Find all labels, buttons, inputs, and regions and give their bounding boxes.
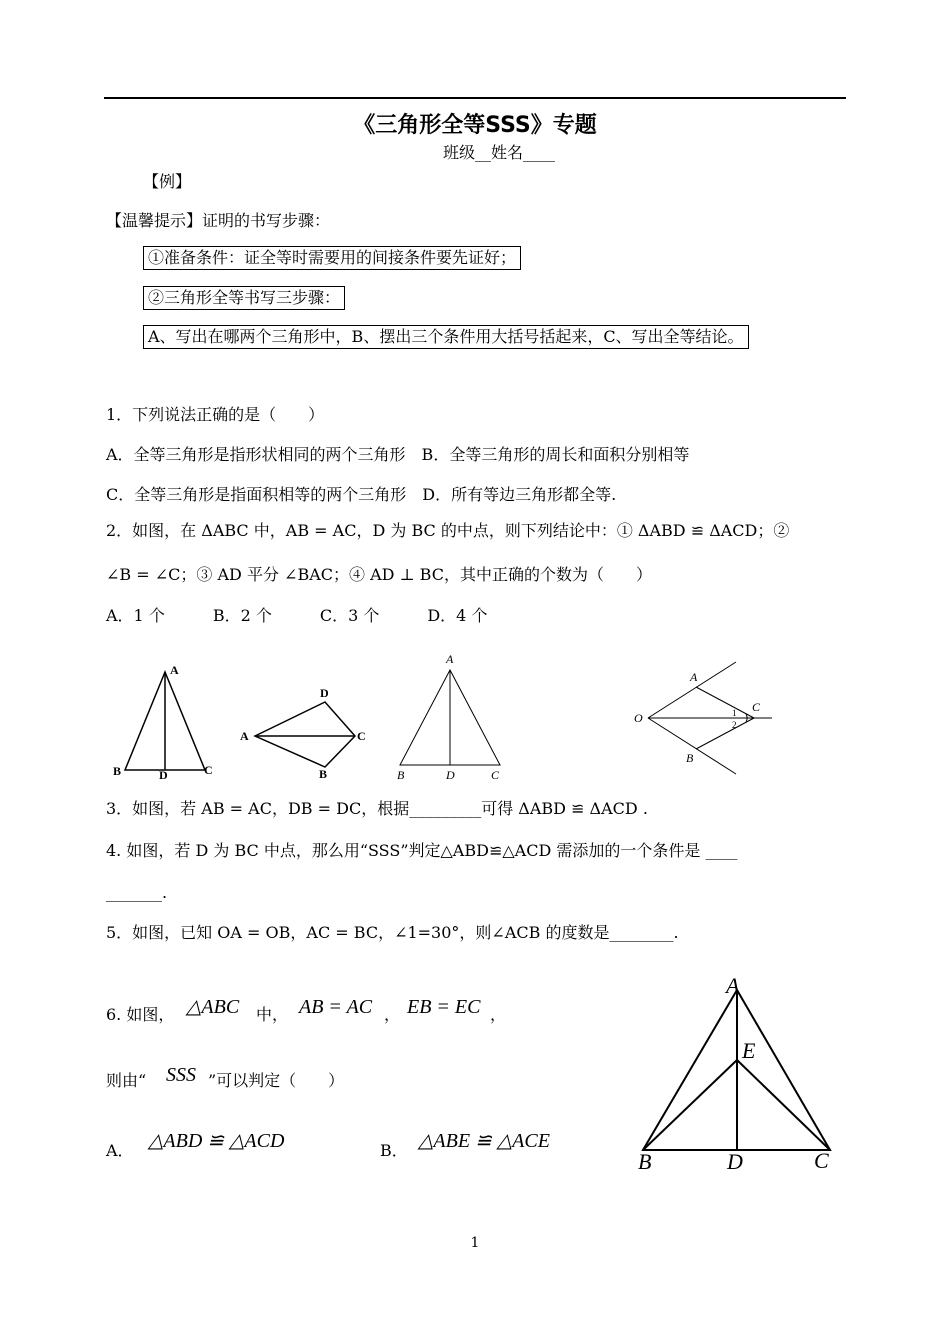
q6-sss: SSS	[166, 1064, 196, 1086]
fig3-label-a: A	[446, 652, 454, 666]
fig4-angle-2: 2	[732, 720, 737, 730]
figures-row	[100, 650, 800, 790]
q6-option-b-label: B．	[380, 1141, 408, 1160]
fig5-label-d: D	[727, 1149, 743, 1174]
figure-kite	[255, 702, 355, 767]
fig4-label-c: C	[752, 700, 761, 714]
fig4-angle-1: 1	[732, 708, 737, 718]
fig5-label-e: E	[742, 1038, 756, 1063]
q2-options: A．1 个 B．2 个 C．3 个 D．4 个	[106, 606, 488, 625]
q3: 3．如图，若 AB = AC，DB = DC，根据_________可得 ΔABD ≌ ΔACD .	[106, 799, 648, 818]
fig2-label-d: D	[320, 686, 329, 700]
fig2-label-a: A	[240, 729, 249, 743]
fig4-label-o: O	[634, 711, 643, 725]
figure-isosceles-triangle-2	[400, 670, 500, 765]
example-label: 【例】	[143, 172, 192, 191]
tip-step-3: A、写出在哪两个三角形中，B、摆出三个条件用大括号括起来，C、写出全等结论。	[143, 325, 749, 349]
q6-option-a-label: A．	[106, 1141, 134, 1160]
q6-then-suffix: ”可以判定（ ）	[208, 1071, 345, 1090]
tip-step-2: ②三角形全等书写三步骤：	[143, 286, 345, 310]
fig2-label-c: C	[357, 729, 366, 743]
q1-stem: 1．下列说法正确的是（ ）	[106, 405, 325, 424]
fig5-label-c: C	[814, 1148, 829, 1173]
fig2-label-b: B	[319, 767, 328, 781]
fig1-label-c: C	[204, 763, 213, 777]
q4-line-1: 4. 如图，若 D 为 BC 中点，那么用“SSS”判定△ABD≌△ACD 需添加的一个条件是 ____	[106, 841, 738, 860]
q6-stem-prefix: 6. 如图，	[106, 1005, 175, 1024]
q6-in: 中，	[256, 1005, 289, 1024]
q6-comma-2: ，	[490, 1005, 507, 1024]
fig3-label-c: C	[491, 768, 500, 782]
page-title: 《三角形全等SSS》专题	[353, 113, 597, 138]
q6-then-prefix: 则由“	[106, 1071, 147, 1090]
q6-condition-2: EB = EC	[407, 996, 481, 1018]
q2-line-2: ∠B = ∠C；③ AD 平分 ∠BAC；④ AD ⊥ BC，其中正确的个数为（ ）	[106, 565, 652, 584]
fig5-label-a: A	[726, 973, 740, 998]
page-number: 1	[470, 1235, 480, 1251]
q2-line-1: 2．如图，在 ΔABC 中，AB = AC，D 为 BC 的中点，则下列结论中：① ΔABD ≌ ΔACD；②	[106, 521, 790, 540]
q6-triangle: △ABC	[186, 996, 240, 1018]
tip-label: 【温馨提示】证明的书写步骤：	[106, 211, 331, 230]
q1-options-ab: A．全等三角形是指形状相同的两个三角形 B．全等三角形的周长和面积分别相等	[106, 445, 690, 464]
figure-q6-triangle	[630, 970, 850, 1180]
fig3-label-d: D	[446, 768, 455, 782]
fig1-label-a: A	[170, 663, 179, 677]
figure-angle-with-rays	[648, 662, 772, 774]
q6-option-a: △ABD ≌ △ACD	[148, 1130, 285, 1152]
q4-line-2: _______.	[106, 883, 168, 902]
figure-isosceles-triangle-1	[125, 672, 205, 770]
q6-condition-1: AB = AC	[299, 996, 373, 1018]
q6-comma-1: ，	[384, 1005, 401, 1024]
q5: 5．如图，已知 OA = OB，AC = BC，∠1=30°，则∠ACB 的度数是________.	[106, 923, 679, 942]
fig4-label-b: B	[686, 751, 694, 765]
q6-option-b: △ABE ≌ △ACE	[418, 1130, 550, 1152]
fig4-label-a: A	[690, 670, 698, 684]
fig1-label-b: B	[113, 764, 122, 778]
fig3-label-b: B	[397, 768, 405, 782]
q1-options-cd: C．全等三角形是指面积相等的两个三角形 D．所有等边三角形都全等.	[106, 485, 617, 504]
fig5-label-b: B	[638, 1149, 652, 1174]
fig1-label-d: D	[159, 768, 168, 782]
header-rule	[104, 97, 846, 99]
tip-step-1: ①准备条件：证全等时需要用的间接条件要先证好；	[143, 246, 521, 270]
class-name-line: 班级__姓名____	[443, 143, 556, 162]
